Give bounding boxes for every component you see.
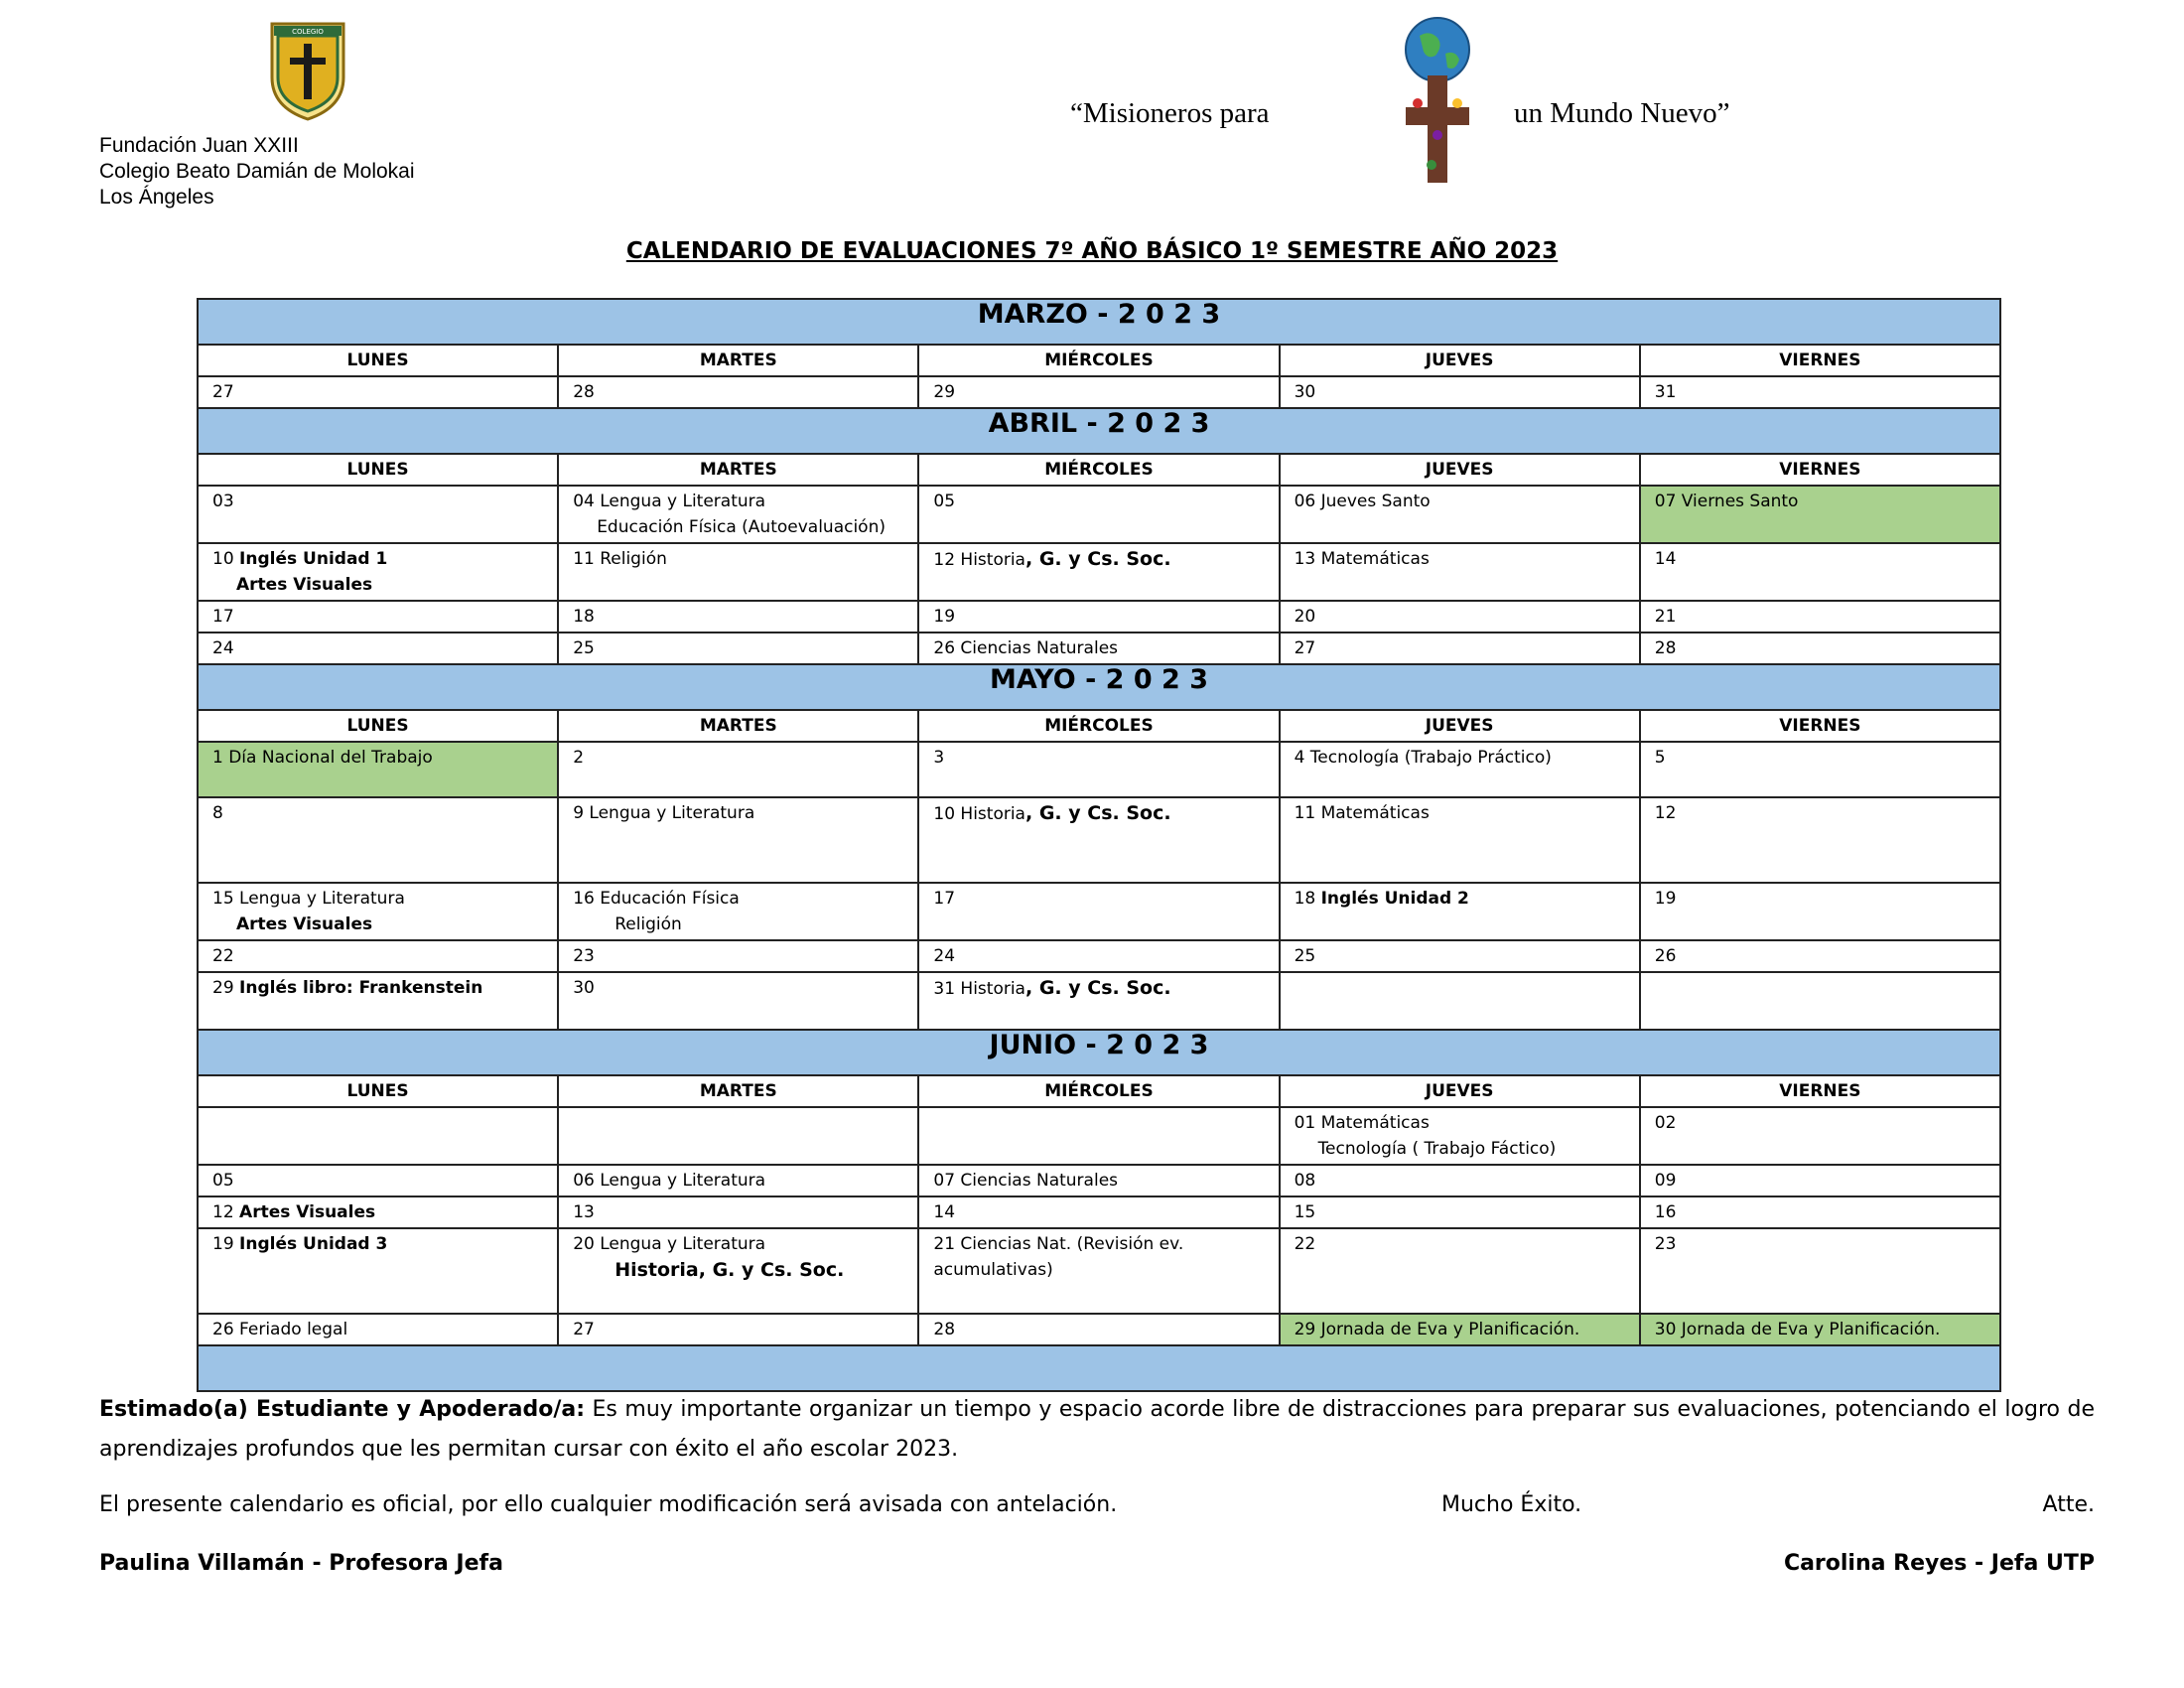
day-cell: 05 [198,1165,558,1196]
day-text: 13 Matemáticas [1294,549,1430,569]
day-cell: 24 [918,940,1279,972]
day-text-line2: Historia, G. y Cs. Soc. [614,1259,845,1281]
day-text: 07 Viernes Santo [1654,492,1799,511]
signature-right: Carolina Reyes - Jefa UTP [1783,1551,2095,1576]
day-cell [558,797,918,883]
day-cell: 27 [198,376,558,408]
school-name: Colegio Beato Damián de Molokai [99,160,415,183]
day-text-bold: Inglés Unidad 1 [239,549,388,569]
day-header: MIÉRCOLES [918,1075,1279,1107]
day-text-bold: Inglés Unidad 3 [239,1234,388,1254]
day-cell [198,1196,558,1228]
greeting-text: Es muy importante organizar un tiempo y espacio acorde libre de distracciones para preparar sus evaluaciones, potenciando el logro de aprendizajes profundos que les permitan cursar con éxito el año escolar 2023. [99,1397,2095,1462]
holiday-cell [198,742,558,797]
day-header: VIERNES [1640,1075,2000,1107]
official-text: El presente calendario es oficial, por ello cualquier modificación será avisada con antelación. [99,1492,1118,1517]
day-header: LUNES [198,345,558,376]
day-cell: 13 [558,1196,918,1228]
day-text: 20 Lengua y Literatura [573,1234,766,1254]
day-cell [198,972,558,1030]
day-cell [1280,486,1640,543]
foundation-name: Fundación Juan XXIII [99,134,299,157]
holiday-cell: 29 Jornada de Eva y Planificación. [1280,1314,1640,1345]
day-header: JUEVES [1280,710,1640,742]
day-text: 06 Jueves Santo [1294,492,1431,511]
evaluation-calendar [197,298,2001,1392]
official-line [99,1485,2095,1525]
day-cell: 31 [1640,376,2000,408]
day-text: 9 Lengua y Literatura [573,803,755,823]
day-text: 2 [573,748,585,768]
month-header-junio: JUNIO - 2 0 2 3 [198,1030,2000,1075]
day-cell: 08 [1280,1165,1640,1196]
day-cell [918,972,1279,1030]
holiday-cell: 30 Jornada de Eva y Planificación. [1640,1314,2000,1345]
school-city: Los Ángeles [99,186,214,209]
day-cell [198,797,558,883]
day-text: 4 Tecnología (Trabajo Práctico) [1294,748,1552,768]
day-header: LUNES [198,454,558,486]
day-text: 11 Religión [573,549,667,569]
day-header: MARTES [558,1075,918,1107]
day-text: 15 Lengua y Literatura [212,889,405,909]
day-cell: 29 [918,376,1279,408]
day-header: JUEVES [1280,1075,1640,1107]
motto-left: “Misioneros para [1070,97,1270,129]
day-cell [918,486,1279,543]
day-text: 14 [1654,549,1677,569]
day-text: 12 Historia [933,550,1025,570]
good-luck-text: Mucho Éxito. [1441,1492,1582,1517]
day-text: 8 [212,803,223,823]
day-text: 31 Historia [933,979,1025,999]
day-cell [918,1107,1279,1165]
day-number: 19 [212,1234,240,1254]
day-cell: 16 [1640,1196,2000,1228]
day-cell [1280,1107,1640,1165]
day-cell: 22 [198,940,558,972]
day-cell: 21 [1640,601,2000,633]
day-cell [1640,742,2000,797]
day-number: 29 [212,978,240,998]
day-cell: 30 [1280,376,1640,408]
day-text-line2: Artes Visuales [236,575,373,595]
day-cell [1640,883,2000,940]
day-number: 18 [1294,889,1321,909]
day-cell: 28 [558,376,918,408]
day-cell [198,883,558,940]
signatures [99,1544,2095,1584]
day-text-bold: , G. y Cs. Soc. [1024,548,1171,570]
day-header: MIÉRCOLES [918,710,1279,742]
day-text: 5 [1654,748,1666,768]
day-cell: 23 [558,940,918,972]
day-text-bold: , G. y Cs. Soc. [1024,977,1171,999]
day-header: LUNES [198,1075,558,1107]
day-cell: 26 [1640,940,2000,972]
day-cell: 26 Feriado legal [198,1314,558,1345]
day-cell [1280,972,1640,1030]
day-cell [558,742,918,797]
day-cell [558,543,918,601]
day-cell [198,1107,558,1165]
day-cell: 20 [1280,601,1640,633]
day-cell: 28 [1640,633,2000,664]
day-cell: 19 [918,601,1279,633]
day-cell: 07 Ciencias Naturales [918,1165,1279,1196]
day-cell [918,797,1279,883]
day-header: MARTES [558,345,918,376]
day-cell [198,543,558,601]
day-cell [1640,543,2000,601]
day-text: 17 [933,889,956,909]
day-header: MIÉRCOLES [918,454,1279,486]
table-footer-bar [198,1345,2000,1391]
day-text: 1 Día Nacional del Trabajo [212,748,433,768]
day-cell [918,883,1279,940]
motto-right: un Mundo Nuevo” [1514,97,1730,129]
day-text-bold: , G. y Cs. Soc. [1024,802,1171,824]
signature-left: Paulina Villamán - Profesora Jefa [99,1551,503,1576]
page-title: CALENDARIO DE EVALUACIONES 7º AÑO BÁSICO 1º SEMESTRE AÑO 2023 [625,238,1559,264]
day-text-bold: Inglés libro: Frankenstein [239,978,483,998]
day-cell: 23 [1640,1228,2000,1314]
day-cell: 28 [918,1314,1279,1345]
day-header: VIERNES [1640,345,2000,376]
day-cell: 15 [1280,1196,1640,1228]
greeting-label: Estimado(a) Estudiante y Apoderado/a: [99,1397,585,1422]
globe-cross-logo [1398,16,1477,185]
day-number: 12 [212,1202,240,1222]
school-crest-logo [268,20,347,123]
day-header: MARTES [558,454,918,486]
day-cell: 24 [198,633,558,664]
day-text-line2: Artes Visuales [236,914,373,934]
day-text-line2: Tecnología ( Trabajo Fáctico) [1317,1139,1557,1159]
day-text: 21 Ciencias Nat. (Revisión ev. acumulativas) [933,1234,1184,1280]
month-header-mayo: MAYO - 2 0 2 3 [198,664,2000,710]
day-number: 10 [212,549,240,569]
day-text: 3 [933,748,945,768]
day-text-bold: Inglés Unidad 2 [1320,889,1469,909]
day-cell: 06 Lengua y Literatura [558,1165,918,1196]
month-header-marzo: MARZO - 2 0 2 3 [198,299,2000,345]
day-cell [1280,797,1640,883]
day-header: LUNES [198,710,558,742]
day-cell: 27 [1280,633,1640,664]
day-cell: 14 [918,1196,1279,1228]
day-text: 30 [573,978,595,998]
day-text: 12 [1654,803,1677,823]
day-cell [918,1228,1279,1314]
day-header: VIERNES [1640,710,2000,742]
day-cell [1640,972,2000,1030]
day-text: 11 Matemáticas [1294,803,1430,823]
day-text: 01 Matemáticas [1294,1113,1430,1133]
month-header-abril: ABRIL - 2 0 2 3 [198,408,2000,454]
day-cell [1640,1107,2000,1165]
day-cell [918,742,1279,797]
day-cell [1280,742,1640,797]
day-cell: 25 [558,633,918,664]
day-cell: 22 [1280,1228,1640,1314]
day-cell [558,1228,918,1314]
day-header: JUEVES [1280,454,1640,486]
day-cell: 26 Ciencias Naturales [918,633,1279,664]
day-text: 10 Historia [933,804,1025,824]
day-header: VIERNES [1640,454,2000,486]
day-cell [918,543,1279,601]
day-cell [1280,883,1640,940]
day-text-bold: Artes Visuales [239,1202,376,1222]
day-header: MARTES [558,710,918,742]
day-cell: 09 [1640,1165,2000,1196]
day-cell [1280,543,1640,601]
day-header: MIÉRCOLES [918,345,1279,376]
day-cell: 27 [558,1314,918,1345]
holiday-cell [1640,486,2000,543]
day-text: 05 [933,492,956,511]
day-cell [198,486,558,543]
day-text: 03 [212,492,234,511]
day-cell [558,883,918,940]
day-cell [558,486,918,543]
day-cell [198,1228,558,1314]
crest-text: COLEGIO [292,28,324,36]
day-cell [558,972,918,1030]
day-text: 04 Lengua y Literatura [573,492,766,511]
day-cell: 18 [558,601,918,633]
day-cell: 17 [198,601,558,633]
day-header: JUEVES [1280,345,1640,376]
day-cell [1640,797,2000,883]
day-text: 19 [1654,889,1677,909]
message-paragraph [99,1390,2095,1470]
day-cell: 25 [1280,940,1640,972]
day-text: 16 Educación Física [573,889,740,909]
day-text-line2: Religión [614,914,682,934]
school-info [99,133,415,211]
day-text-line2: Educación Física (Autoevaluación) [597,517,886,537]
atte-text: Atte. [2042,1492,2095,1517]
day-text: 02 [1654,1113,1677,1133]
day-cell [558,1107,918,1165]
